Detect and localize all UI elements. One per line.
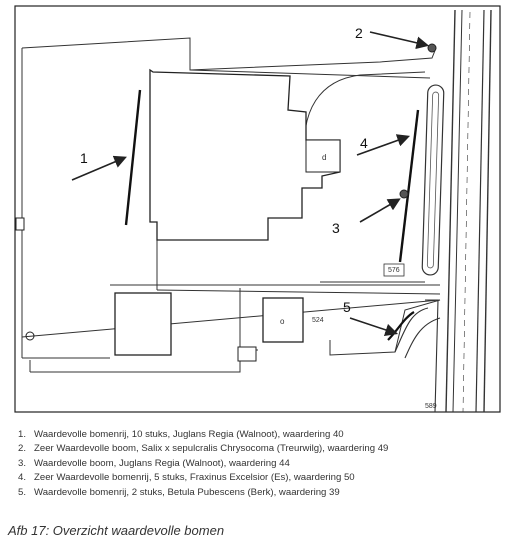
tree-3 — [400, 190, 408, 198]
annex-building — [115, 293, 171, 355]
parcel-label-524: 524 — [312, 317, 324, 324]
tree-2 — [428, 44, 436, 52]
callout-5: 5 — [343, 299, 351, 315]
callout-1: 1 — [80, 150, 88, 166]
callout-3: 3 — [332, 220, 340, 236]
legend-item: 1. Waardevolle bomenrij, 10 stuks, Juglans Regia (Walnoot), waardering 40 — [18, 429, 344, 440]
callout-4: 4 — [360, 135, 368, 151]
building-mark-2: o — [280, 317, 285, 326]
legend-item: 4. Zeer Waardevolle bomenrij, 5 stuks, Fraxinus Excelsior (Es), waardering 50 — [18, 472, 355, 484]
legend-item: 5. Waardevolle bomenrij, 2 stuks, Betula Pubescens (Berk), waardering 39 — [18, 486, 340, 498]
legend-item: 3. Waardevolle boom, Juglans Regia (Walnoot), waardering 44 — [18, 457, 290, 469]
legend-item: 2. Zeer Waardevolle boom, Salix x sepulcralis Chrysocoma (Treurwilg), waardering 49 — [18, 443, 389, 455]
legend-list — [18, 428, 508, 500]
building-mark: d — [322, 153, 327, 162]
parcel-label-576: 576 — [388, 267, 400, 274]
figure-caption: Afb 17: Overzicht waardevolle bomen — [8, 523, 225, 538]
parcel-label-589: 589 — [425, 403, 437, 410]
callout-2: 2 — [355, 25, 363, 41]
